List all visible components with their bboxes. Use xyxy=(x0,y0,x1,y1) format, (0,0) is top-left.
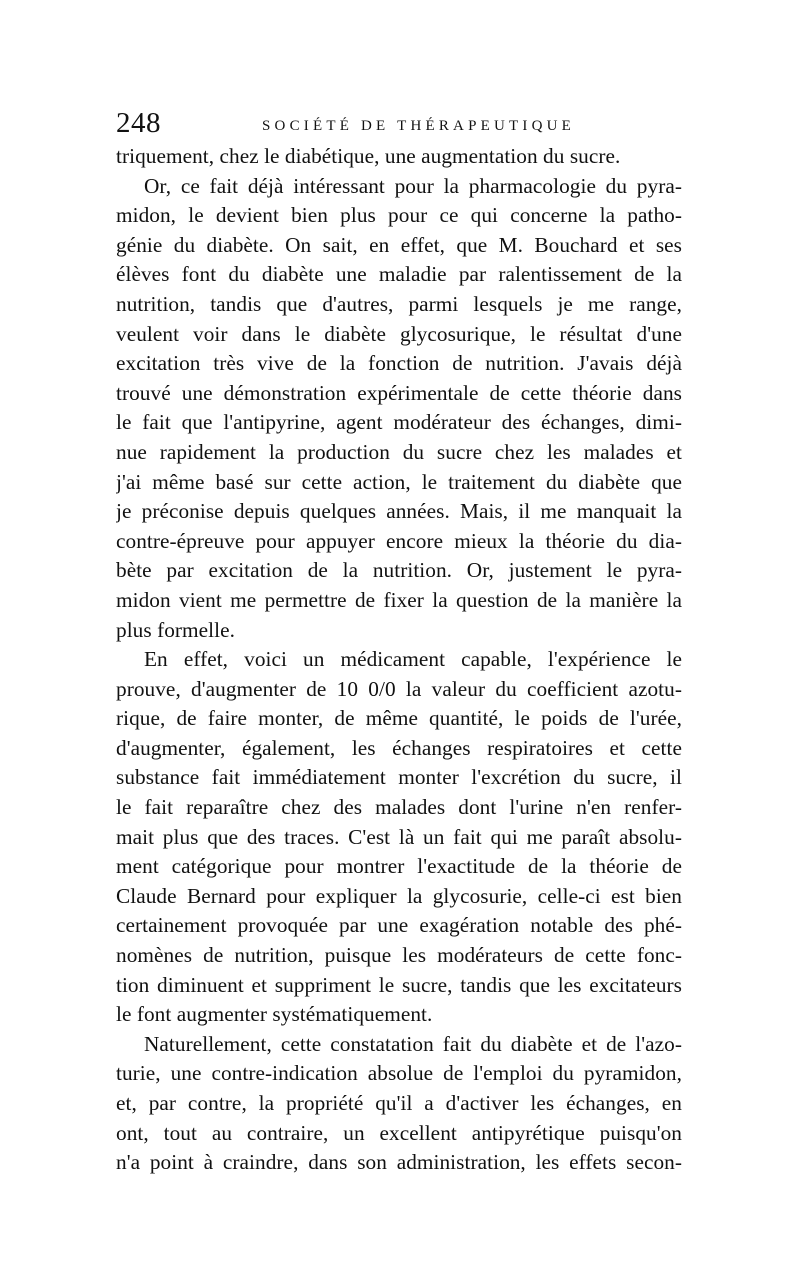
text-line: je préconise depuis quelques années. Mais, il me manquait la xyxy=(116,499,682,524)
text-line: Or, ce fait déjà intéressant pour la pharmacologie du pyra- xyxy=(144,173,682,198)
paragraph-1 xyxy=(116,142,682,172)
text-line: turie, une contre-indication absolue de l'emploi du pyramidon, xyxy=(116,1061,682,1086)
text-line: le fait que l'antipyrine, agent modérateur des échanges, dimi- xyxy=(116,410,682,435)
text-line: plus formelle. xyxy=(116,617,235,642)
text-line: et, par contre, la propriété qu'il a d'activer les échanges, en xyxy=(116,1091,682,1115)
text-line: ont, tout au contraire, un excellent antipyrétique puisqu'on xyxy=(116,1120,682,1145)
text-line: En effet, voici un médicament capable, l'expérience le xyxy=(144,647,682,672)
text-line: nutrition, tandis que d'autres, parmi lesquels je me range, xyxy=(116,291,682,316)
text-line: bète par excitation de la nutrition. Or, justement le pyra- xyxy=(116,558,682,583)
text-line: midon, le devient bien plus pour ce qui concerne la patho- xyxy=(116,203,682,228)
text-line: le font augmenter systématiquement. xyxy=(116,1002,433,1027)
text-line: nomènes de nutrition, puisque les modérateurs de cette fonc- xyxy=(116,943,682,968)
text-line: rique, de faire monter, de même quantité, le poids de l'urée, xyxy=(116,706,682,731)
text-line: substance fait immédiatement monter l'excrétion du sucre, il xyxy=(116,765,682,790)
text-line: triquement, chez le diabétique, une augmentation du sucre. xyxy=(116,144,621,168)
text-line: nue rapidement la production du sucre chez les malades et xyxy=(116,439,682,464)
page-header xyxy=(116,108,682,142)
text-line: prouve, d'augmenter de 10 0/0 la valeur du coefficient azotu- xyxy=(116,676,682,701)
text-line: excitation très vive de la fonction de nutrition. J'avais déjà xyxy=(116,351,682,376)
text-line: d'augmenter, également, les échanges respiratoires et cette xyxy=(116,735,682,760)
text-line: Naturellement, cette constatation fait du diabète et de l'azo- xyxy=(144,1031,682,1056)
text-line: n'a point à craindre, dans son administration, les effets secon- xyxy=(116,1150,682,1175)
paragraph-4 xyxy=(116,1030,682,1178)
text-line: tion diminuent et suppriment le sucre, tandis que les excitateurs xyxy=(116,972,682,997)
page-number: 248 xyxy=(116,107,161,139)
text-line: le fait reparaître chez des malades dont l'urine n'en renfer- xyxy=(116,795,682,820)
body-text xyxy=(116,142,682,1178)
text-line: génie du diabète. On sait, en effet, que M. Bouchard et ses xyxy=(116,232,682,257)
text-line: contre-épreuve pour appuyer encore mieux la théorie du dia- xyxy=(116,528,682,553)
paragraph-3 xyxy=(116,645,682,1030)
running-head: SOCIÉTÉ DE THÉRAPEUTIQUE xyxy=(262,118,576,134)
paragraph-2 xyxy=(116,172,682,646)
text-line: ment catégorique pour montrer l'exactitude de la théorie de xyxy=(116,854,682,879)
text-line: élèves font du diabète une maladie par ralentissement de la xyxy=(116,262,682,287)
text-line: j'ai même basé sur cette action, le traitement du diabète que xyxy=(116,469,682,494)
text-line: certainement provoquée par une exagération notable des phé- xyxy=(116,913,682,938)
text-line: mait plus que des traces. C'est là un fait qui me paraît absolu- xyxy=(116,824,682,849)
text-line: Claude Bernard pour expliquer la glycosurie, celle-ci est bien xyxy=(116,883,682,908)
text-line: veulent voir dans le diabète glycosurique, le résultat d'une xyxy=(116,321,682,346)
text-line: midon vient me permettre de fixer la question de la manière la xyxy=(116,587,682,612)
text-line: trouvé une démonstration expérimentale de cette théorie dans xyxy=(116,380,682,405)
